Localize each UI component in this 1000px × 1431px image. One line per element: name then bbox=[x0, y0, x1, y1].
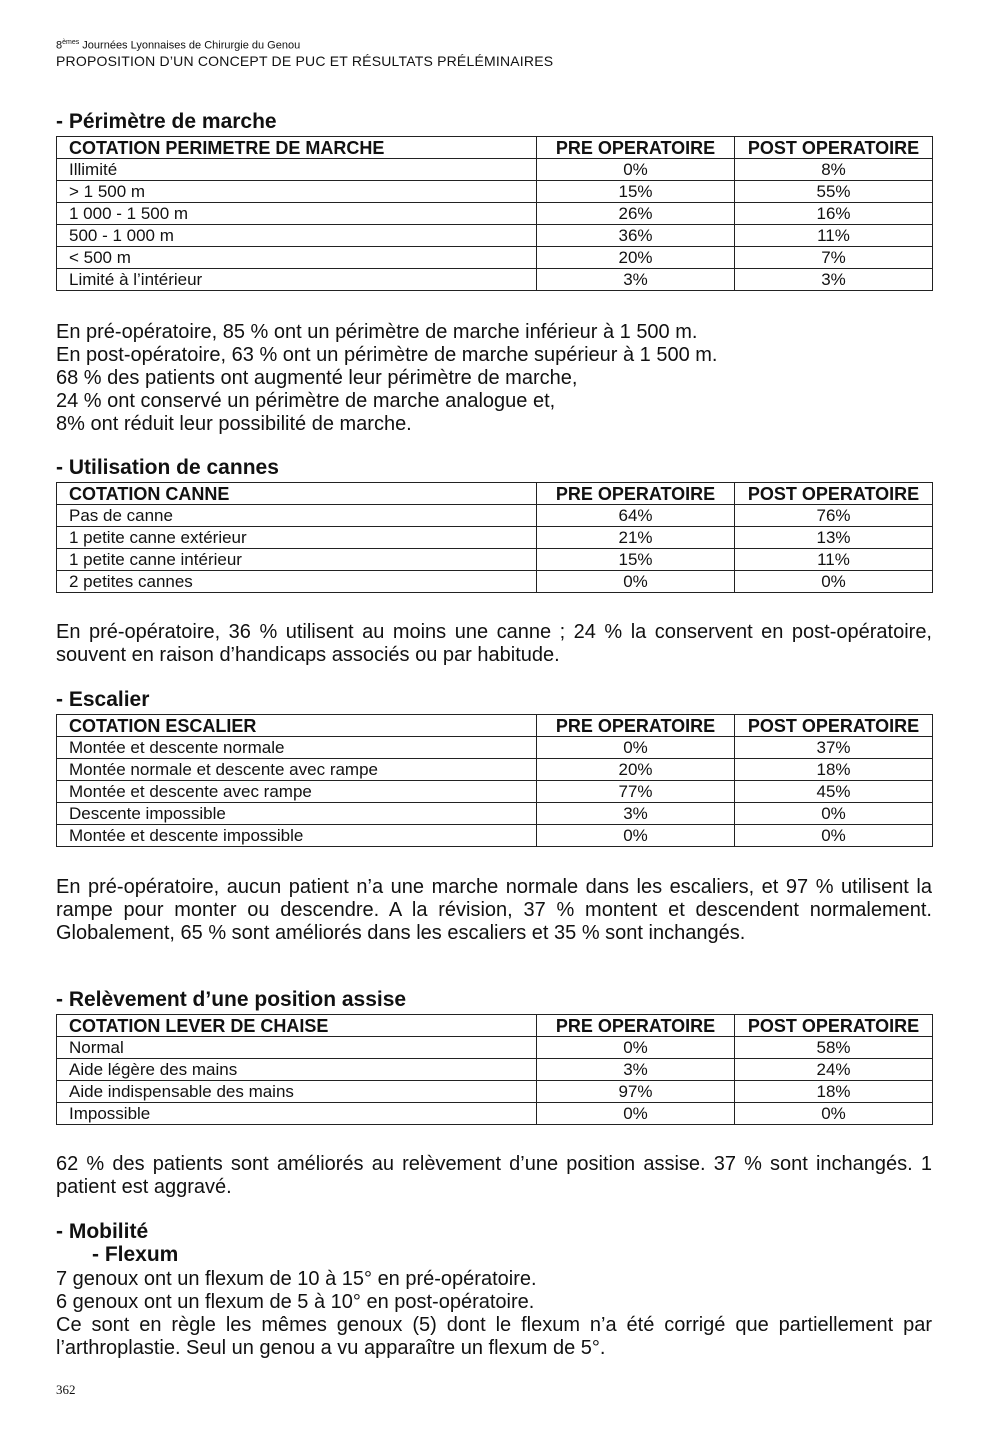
table-header-row bbox=[57, 137, 933, 159]
pre-value: 0% bbox=[537, 825, 735, 847]
text-line: 6 genoux ont un flexum de 5 à 10° en post-opératoire. bbox=[56, 1291, 535, 1313]
pre-value: 21% bbox=[537, 527, 735, 549]
post-value: 3% bbox=[735, 269, 933, 291]
row-label: 1 petite canne intérieur bbox=[57, 549, 537, 571]
post-value: 55% bbox=[735, 181, 933, 203]
table-header-row bbox=[57, 1015, 933, 1037]
row-label: Pas de canne bbox=[57, 505, 537, 527]
column-header-post: POST OPERATOIRE bbox=[735, 137, 933, 159]
post-value: 13% bbox=[735, 527, 933, 549]
pre-value: 97% bbox=[537, 1081, 735, 1103]
row-label: > 1 500 m bbox=[57, 181, 537, 203]
post-value: 8% bbox=[735, 159, 933, 181]
section-title-escalier: - Escalier bbox=[56, 688, 150, 711]
pre-value: 0% bbox=[537, 1103, 735, 1125]
pre-value: 15% bbox=[537, 181, 735, 203]
text-line: En post-opératoire, 63 % ont un périmètre de marche supérieur à 1 500 m. bbox=[56, 344, 718, 366]
post-value: 24% bbox=[735, 1059, 933, 1081]
header-conference: 8èmes Journées Lyonnaises de Chirurgie du Genou bbox=[56, 39, 301, 52]
pre-value: 3% bbox=[537, 269, 735, 291]
table-header-row bbox=[57, 715, 933, 737]
table-row bbox=[57, 247, 933, 269]
table-row bbox=[57, 825, 933, 847]
pre-value: 20% bbox=[537, 759, 735, 781]
row-label: Montée et descente impossible bbox=[57, 825, 537, 847]
table-row bbox=[57, 1037, 933, 1059]
row-label: Normal bbox=[57, 1037, 537, 1059]
column-header-cotation: COTATION ESCALIER bbox=[57, 715, 537, 737]
pre-value: 36% bbox=[537, 225, 735, 247]
table-row bbox=[57, 527, 933, 549]
table-cannes bbox=[56, 482, 933, 593]
row-label: 1 000 - 1 500 m bbox=[57, 203, 537, 225]
row-label: Aide indispensable des mains bbox=[57, 1081, 537, 1103]
row-label: Limité à l’intérieur bbox=[57, 269, 537, 291]
table-row bbox=[57, 571, 933, 593]
column-header-cotation: COTATION PERIMETRE DE MARCHE bbox=[57, 137, 537, 159]
table-row bbox=[57, 737, 933, 759]
column-header-pre: PRE OPERATOIRE bbox=[537, 1015, 735, 1037]
table-row bbox=[57, 159, 933, 181]
table-row bbox=[57, 269, 933, 291]
column-header-post: POST OPERATOIRE bbox=[735, 1015, 933, 1037]
column-header-post: POST OPERATOIRE bbox=[735, 715, 933, 737]
subsection-title-flexum: - Flexum bbox=[92, 1243, 179, 1266]
column-header-pre: PRE OPERATOIRE bbox=[537, 137, 735, 159]
paragraph-relevement: 62 % des patients sont améliorés au relèvement d’une position assise. 37 % sont inchangés. 1 patient est aggravé. bbox=[56, 1153, 932, 1198]
paragraph-flexum-lines bbox=[56, 1268, 932, 1314]
text-line: 8% ont réduit leur possibilité de marche. bbox=[56, 413, 412, 435]
header-article-title: PROPOSITION D’UN CONCEPT DE PUC ET RÉSULTATS PRÉLÉMINAIRES bbox=[56, 52, 554, 69]
column-header-cotation: COTATION LEVER DE CHAISE bbox=[57, 1015, 537, 1037]
post-value: 76% bbox=[735, 505, 933, 527]
post-value: 0% bbox=[735, 1103, 933, 1125]
row-label: < 500 m bbox=[57, 247, 537, 269]
table-lever-chaise bbox=[56, 1014, 933, 1125]
post-value: 11% bbox=[735, 549, 933, 571]
column-header-pre: PRE OPERATOIRE bbox=[537, 715, 735, 737]
text-line: En pré-opératoire, 85 % ont un périmètre de marche inférieur à 1 500 m. bbox=[56, 321, 698, 343]
post-value: 16% bbox=[735, 203, 933, 225]
paragraph-cannes: En pré-opératoire, 36 % utilisent au moins une canne ; 24 % la conservent en post-opératoire, souvent en raison d’handicaps associés ou par habitude. bbox=[56, 621, 932, 666]
table-row bbox=[57, 225, 933, 247]
table-row bbox=[57, 1103, 933, 1125]
post-value: 18% bbox=[735, 759, 933, 781]
table-row bbox=[57, 803, 933, 825]
section-title-cannes: - Utilisation de cannes bbox=[56, 456, 279, 479]
table-row bbox=[57, 549, 933, 571]
post-value: 11% bbox=[735, 225, 933, 247]
column-header-cotation: COTATION CANNE bbox=[57, 483, 537, 505]
table-row bbox=[57, 1081, 933, 1103]
table-escalier bbox=[56, 714, 933, 847]
table-row bbox=[57, 759, 933, 781]
page-number: 362 bbox=[56, 1382, 76, 1397]
post-value: 0% bbox=[735, 825, 933, 847]
section-title-relevement: - Relèvement d’une position assise bbox=[56, 988, 407, 1011]
pre-value: 0% bbox=[537, 737, 735, 759]
paragraph-perimetre bbox=[56, 321, 932, 436]
table-row bbox=[57, 181, 933, 203]
pre-value: 0% bbox=[537, 159, 735, 181]
pre-value: 0% bbox=[537, 571, 735, 593]
section-title-perimetre: - Périmètre de marche bbox=[56, 110, 277, 133]
post-value: 7% bbox=[735, 247, 933, 269]
row-label: Montée et descente avec rampe bbox=[57, 781, 537, 803]
pre-value: 77% bbox=[537, 781, 735, 803]
pre-value: 3% bbox=[537, 1059, 735, 1081]
row-label: Montée et descente normale bbox=[57, 737, 537, 759]
row-label: 1 petite canne extérieur bbox=[57, 527, 537, 549]
post-value: 37% bbox=[735, 737, 933, 759]
paragraph-flexum: Ce sont en règle les mêmes genoux (5) dont le flexum n’a été corrigé que partiellement par l’arthroplastie. Seul un genou a vu apparaître un flexum de 5°. bbox=[56, 1314, 932, 1359]
post-value: 58% bbox=[735, 1037, 933, 1059]
paragraph-escalier: En pré-opératoire, aucun patient n’a une marche normale dans les escaliers, et 97 % utilisent la rampe pour monter ou descendre. A la révision, 37 % montent et descendent normalement. Globalement, 65 % sont améliorés dans les escaliers et 35 % sont inchangés. bbox=[56, 876, 932, 944]
pre-value: 15% bbox=[537, 549, 735, 571]
row-label: 2 petites cannes bbox=[57, 571, 537, 593]
table-row bbox=[57, 505, 933, 527]
row-label: 500 - 1 000 m bbox=[57, 225, 537, 247]
post-value: 45% bbox=[735, 781, 933, 803]
pre-value: 3% bbox=[537, 803, 735, 825]
row-label: Impossible bbox=[57, 1103, 537, 1125]
text-line: 68 % des patients ont augmenté leur périmètre de marche, bbox=[56, 367, 578, 389]
column-header-post: POST OPERATOIRE bbox=[735, 483, 933, 505]
post-value: 18% bbox=[735, 1081, 933, 1103]
text-line: 7 genoux ont un flexum de 10 à 15° en pré-opératoire. bbox=[56, 1268, 537, 1290]
table-row bbox=[57, 781, 933, 803]
row-label: Montée normale et descente avec rampe bbox=[57, 759, 537, 781]
table-perimetre bbox=[56, 136, 933, 291]
pre-value: 26% bbox=[537, 203, 735, 225]
pre-value: 0% bbox=[537, 1037, 735, 1059]
pre-value: 64% bbox=[537, 505, 735, 527]
pre-value: 20% bbox=[537, 247, 735, 269]
section-title-mobilite: - Mobilité bbox=[56, 1220, 149, 1243]
row-label: Descente impossible bbox=[57, 803, 537, 825]
post-value: 0% bbox=[735, 803, 933, 825]
post-value: 0% bbox=[735, 571, 933, 593]
column-header-pre: PRE OPERATOIRE bbox=[537, 483, 735, 505]
table-row bbox=[57, 1059, 933, 1081]
table-header-row bbox=[57, 483, 933, 505]
table-row bbox=[57, 203, 933, 225]
text-line: 24 % ont conservé un périmètre de marche analogue et, bbox=[56, 390, 556, 412]
row-label: Illimité bbox=[57, 159, 537, 181]
document-page bbox=[56, 36, 932, 1397]
row-label: Aide légère des mains bbox=[57, 1059, 537, 1081]
running-header bbox=[56, 36, 932, 70]
